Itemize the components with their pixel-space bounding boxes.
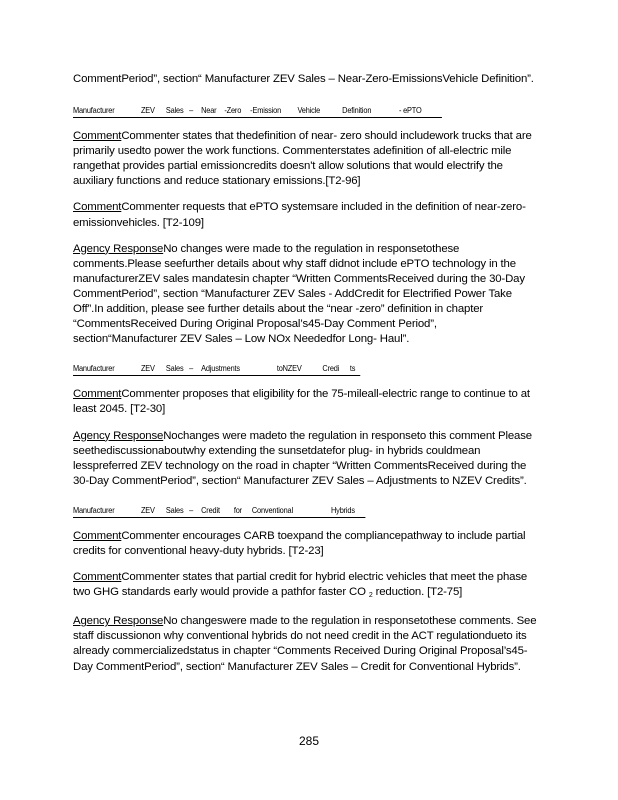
agency-response-label: Agency Response <box>73 615 164 628</box>
intro-paragraph: CommentPeriod”, section“ Manufacturer ZEV Sales – Near-Zero-EmissionsVehicle Definition”. <box>73 73 534 85</box>
comment-label: Comment <box>73 529 122 542</box>
page-number: 285 <box>298 734 320 748</box>
comment-paragraph: CommentCommenter encourages CARB toexpand the compliancepathway to include partial credits for conventional heavy-duty hybrids. [T2-23] <box>73 529 526 557</box>
comment-paragraph: CommentCommenter states that partial credit for hybrid electric vehicles that meet the phase two GHG standards early would provide a pathfor faster CO $_2$ reduction. [T2-75] <box>73 571 528 600</box>
comment-label: Comment <box>73 130 122 143</box>
agency-response-label: Agency Response <box>73 429 164 442</box>
agency-response-paragraph: Agency ResponseNo changes were made to the regulation in responsetothese comments.Please seefurther details about why staff didnot include ePTO technology in the manufacturerZEV sales mandatesin chapter “Written CommentsReceived during the 30-Day CommentPeriod”, section “Manufacturer ZEV Sales - AddCredit for Electrified Power Take Off”.In addition, please see further details about the “near -zero” definition in chapter “CommentsReceived During Original Proposal’s45-Day Comment Period”, section“Manufacturer ZEV Sales – Low NOx Neededfor Long- Haul”. <box>73 242 525 346</box>
section-heading-conventional-hybrids: Manufacturer ZEV Sales – Credit for Conventional Hybrids <box>73 505 365 518</box>
agency-response-paragraph: Agency ResponseNochanges were madeto the regulation in responseto this comment Please seethediscussionaboutwhy extending the sunsetdatefor plug- in hybrids couldmean lesspreferred ZEV technology on the road in chapter “Written CommentsReceived during the 30-Day CommentPeriod”, section“ Manufacturer ZEV Sales – Adjustments to NZEV Credits”. <box>73 429 532 487</box>
comment-paragraph: CommentCommenter requests that ePTO systemsare included in the definition of near-zero-emissionvehicles. [T2-109] <box>73 201 526 229</box>
document-page <box>73 72 543 686</box>
comment-label: Comment <box>73 201 122 214</box>
subscript-2: 2 <box>368 592 373 600</box>
comment-label: Comment <box>73 571 122 584</box>
comment-paragraph: CommentCommenter proposes that eligibility for the 75-mileall-electric range to continue to at least 2045. [T2-30] <box>73 388 530 416</box>
section-heading-nzev-credits: Manufacturer ZEV Sales – Adjustments toNZEV Credi ts <box>73 363 360 376</box>
section-heading-near-zero: Manufacturer ZEV Sales – Near -Zero -Emission Vehicle Definition - ePTO <box>73 105 442 118</box>
comment-label: Comment <box>73 388 122 401</box>
comment-paragraph: CommentCommenter states that thedefinition of near- zero should includework trucks that are primarily usedto power the work functions. Commenterstates adefinition of all-electric mile rangethat provides partial emissioncredits doesn't allow solutions that would electrify the auxiliary functions and reduce stationary emissions.[T2-96] <box>73 130 532 188</box>
agency-response-label: Agency Response <box>73 242 164 255</box>
agency-response-paragraph: Agency ResponseNo changeswere made to the regulation in responsetothese comments. See staff discussionon why conventional hybrids do not need credit in the ACT regulationdueto its already commercializedstatus in chapter “Comments Received During Original Proposal’s45-Day CommentPeriod”, section“ Manufacturer ZEV Sales – Credit for Conventional Hybrids”. <box>73 615 537 673</box>
